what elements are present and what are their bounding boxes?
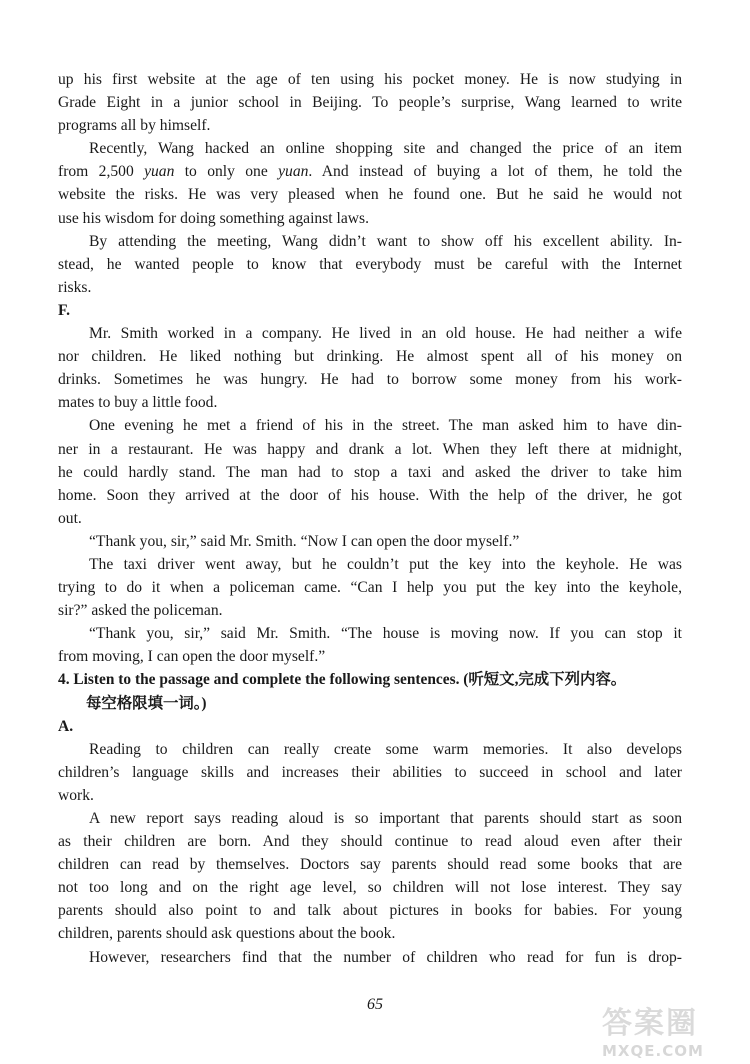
text-line: use his wisdom for doing something against laws. <box>58 209 369 227</box>
watermark-text-bottom: MXQE.COM <box>602 1042 704 1060</box>
text-line: children’s language skills and increases their abilities to succeed in school and later <box>58 763 682 781</box>
text-line: not too long and on the right age level, so children will not lose interest. They say <box>58 879 682 897</box>
text-line: work. <box>58 786 94 804</box>
text-line: A new report says reading aloud is so important that parents should start as soon <box>89 810 682 827</box>
text-line: nor children. He liked nothing but drinking. He almost spent all of his money on <box>58 348 682 366</box>
passage-f <box>58 322 682 668</box>
passage-a <box>58 738 682 969</box>
text-line: “Thank you, sir,” said Mr. Smith. “Now I can open the door myself.” <box>89 532 520 550</box>
passage-e-continuation <box>58 68 682 299</box>
text-line: children can read by themselves. Doctors say parents should read some books that are <box>58 856 682 874</box>
text-line: risks. <box>58 278 92 296</box>
text-line: By attending the meeting, Wang didn’t want to show off his excellent ability. In- <box>89 232 682 250</box>
text-line: from moving, I can open the door myself.” <box>58 648 326 666</box>
section-a-heading: A. <box>58 717 74 735</box>
currency-word: yuan <box>144 163 175 181</box>
text-line: “Thank you, sir,” said Mr. Smith. “The house is moving now. If you can stop it <box>89 625 682 643</box>
text-line: as their children are born. And they should continue to read aloud even after their <box>58 833 682 851</box>
question-4-title: 4. Listen to the passage and complete the following sentences. (听短文,完成下列内容。 <box>58 671 627 689</box>
text-line: from 2,500 yuan to only one yuan. And instead of buying a lot of them, he told the <box>58 163 682 181</box>
text-line: The taxi driver went away, but he couldn’t put the key into the keyhole. He was <box>89 555 682 573</box>
text-line: he could hardly stand. The man had to stop a taxi and asked the driver to take him <box>58 463 682 481</box>
text-line: drinks. Sometimes he was hungry. He had to borrow some money from his work- <box>58 371 682 389</box>
text-line: programs all by himself. <box>58 117 211 135</box>
text-line: stead, he wanted people to know that everybody must be careful with the Internet <box>58 255 682 273</box>
text-line: Grade Eight in a junior school in Beijing. To people’s surprise, Wang learned to write <box>58 94 682 112</box>
watermark-logo <box>602 998 742 1060</box>
text-line: trying to do it when a policeman came. “Can I help you put the key into the keyhole, <box>58 579 682 597</box>
text-line: children, parents should ask questions about the book. <box>58 925 396 943</box>
currency-word: yuan <box>278 163 309 181</box>
text-line: Mr. Smith worked in a company. He lived in an old house. He had neither a wife <box>89 325 682 343</box>
section-f-heading: F. <box>58 301 70 319</box>
text-line: mates to buy a little food. <box>58 394 218 412</box>
text-line: home. Soon they arrived at the door of his house. With the help of the driver, he got <box>58 486 682 504</box>
text-line: sir?” asked the policeman. <box>58 602 223 620</box>
question-4-title-continued: 每空格限填一词。) <box>86 694 207 712</box>
page-body <box>58 68 682 969</box>
watermark-text-top: 答案圈 <box>602 1006 698 1041</box>
page-number: 65 <box>367 996 383 1013</box>
text-line: Recently, Wang hacked an online shopping site and changed the price of an item <box>89 140 682 158</box>
text-line: Reading to children can really create some warm memories. It also develops <box>89 740 682 758</box>
text-line: ner in a restaurant. He was happy and drank a lot. When they left there at midnight, <box>58 440 682 458</box>
text-line: parents should also point to and talk about pictures in books for babies. For young <box>58 902 682 920</box>
text-line: up his first website at the age of ten using his pocket money. He is now studying in <box>58 71 682 88</box>
text-line: out. <box>58 509 82 527</box>
text-line: However, researchers find that the number of children who read for fun is drop- <box>89 948 682 966</box>
text-line: One evening he met a friend of his in the street. The man asked him to have din- <box>89 417 682 435</box>
text-line: website the risks. He was very pleased when he found one. But he said he would not <box>58 186 682 204</box>
